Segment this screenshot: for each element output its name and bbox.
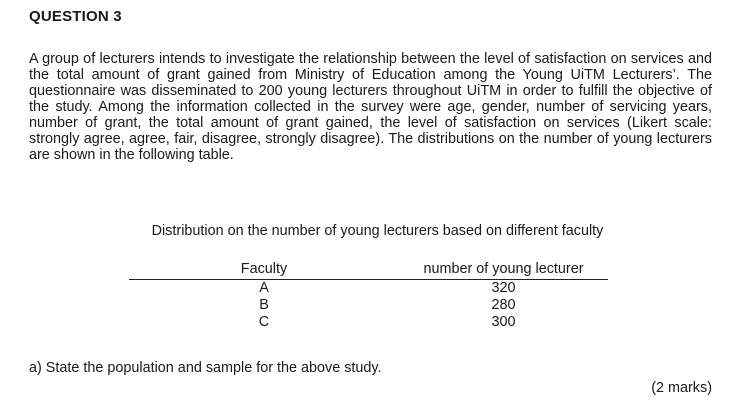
distribution-table [129,260,608,331]
header-faculty: Faculty [129,260,399,280]
question-heading: QUESTION 3 [29,8,122,25]
count-cell: 300 [491,314,516,330]
count-cell: 280 [491,297,516,313]
question-paragraph: A group of lecturers intends to investigate the relationship between the level of satisfaction on services and the total amount of grant gained from Ministry of Education among the Young UiTM Lecturers’. The questionnaire was disseminated to 200 young lecturers throughout UiTM in order to fulfill the objective of the study. Among the information collected in the survey were age, gender, number of servicing years, number of grant, the total amount of grant gained, the level of satisfaction on services (Likert scale: strongly agree, agree, fair, disagree, strongly disagree). The distributions on the number of young lecturers are shown in the following table. [29,51,712,163]
count-cell: 320 [491,280,516,296]
faculty-cell: B [259,297,269,313]
table-row [129,280,608,298]
header-number-of-lecturers: number of young lecturer [399,260,608,280]
table-header-row [129,260,608,280]
part-a-marks: (2 marks) [651,380,712,396]
part-a-question: a) State the population and sample for the above study. [29,360,382,376]
table-row [129,314,608,331]
faculty-cell: C [258,314,270,330]
faculty-cell: A [259,280,269,296]
table-caption: Distribution on the number of young lecturers based on different faculty [151,223,604,239]
table-row [129,297,608,314]
